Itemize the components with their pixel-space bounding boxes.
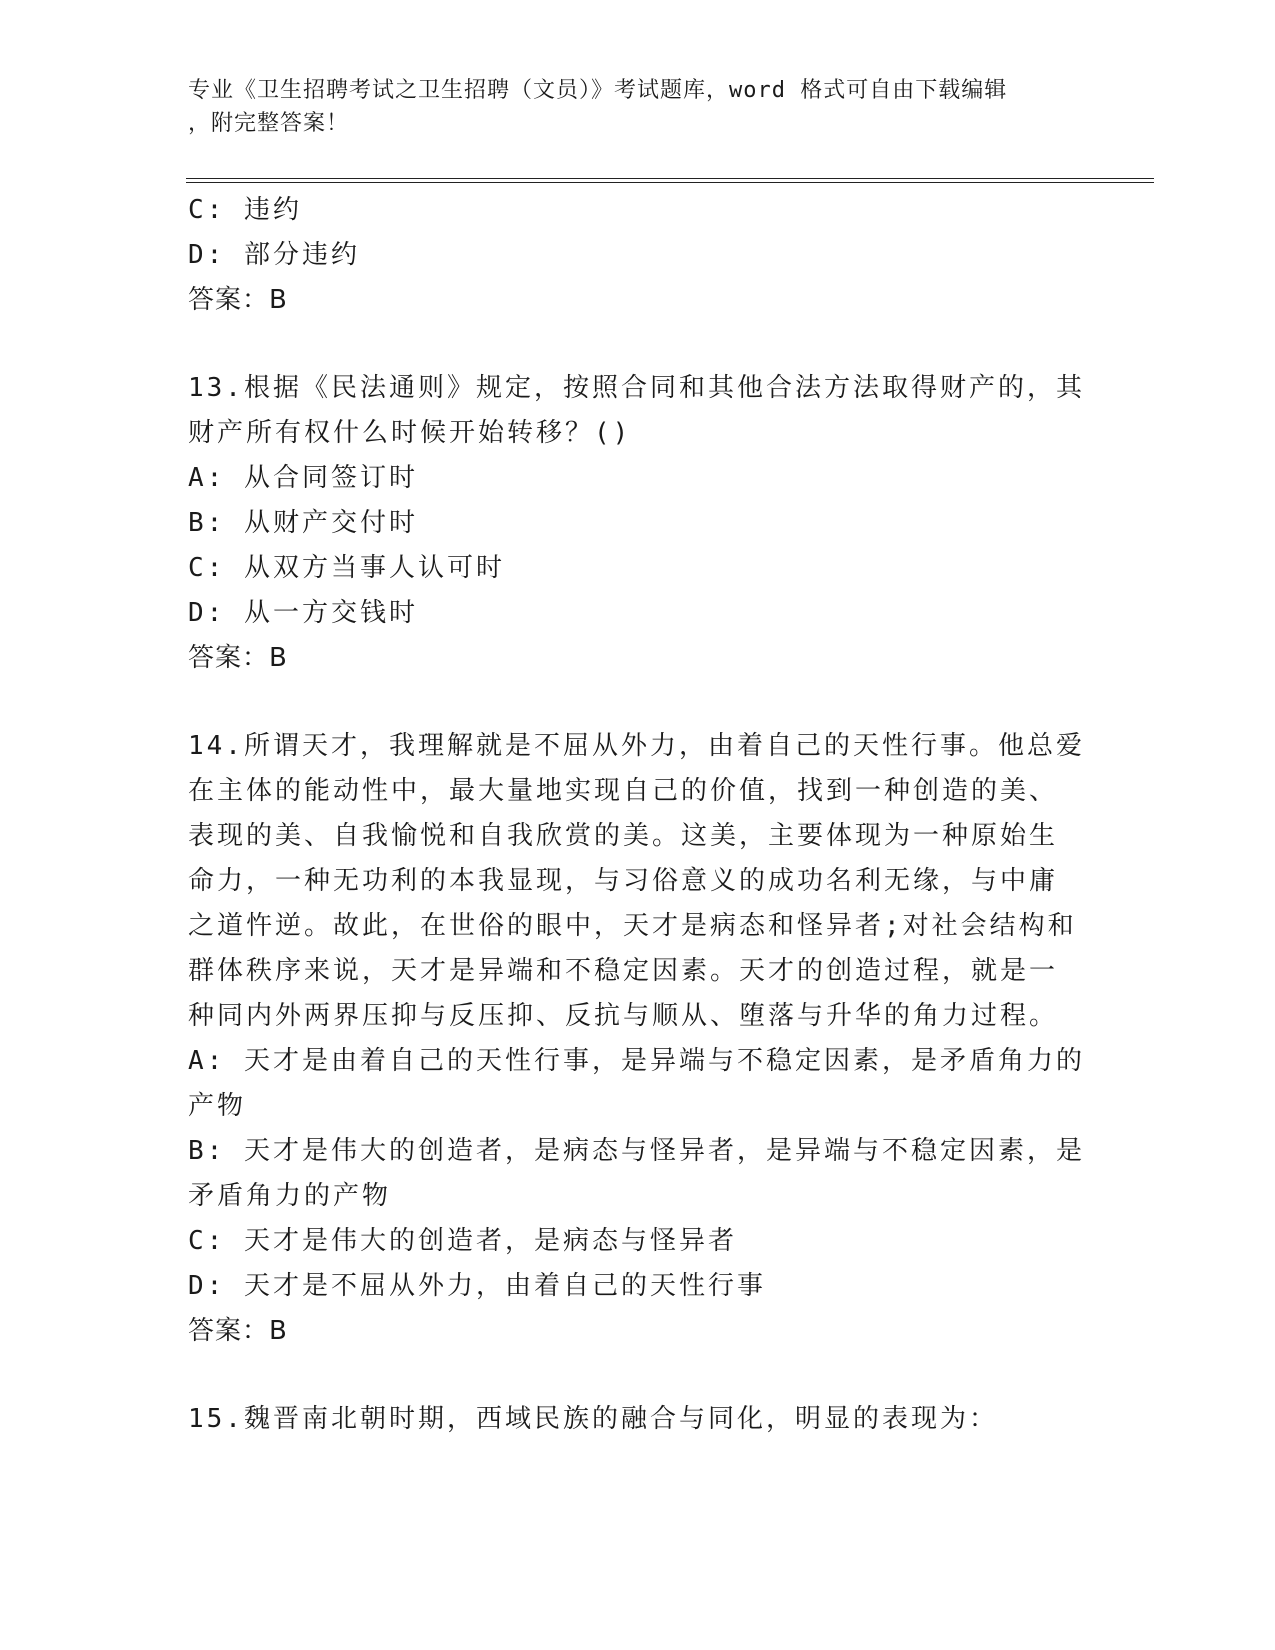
- option-b: B: 天才是伟大的创造者，是病态与怪异者，是异端与不稳定因素，是: [188, 1136, 1085, 1166]
- option-c: C: 违约: [188, 195, 302, 225]
- question-stem-line: 命力，一种无功利的本我显现，与习俗意义的成功名利无缘，与中庸: [188, 866, 1059, 896]
- header-rule-top: [186, 178, 1154, 179]
- option-a-continued: 产物: [188, 1091, 247, 1121]
- answer: 答案：B: [188, 285, 288, 315]
- question-stem-line: 13.根据《民法通则》规定，按照合同和其他合法方法取得财产的，其: [188, 373, 1085, 403]
- question-stem-line: 在主体的能动性中，最大量地实现自己的价值，找到一种创造的美、: [188, 776, 1059, 806]
- question-content: [188, 188, 1088, 1442]
- question-15: [188, 1397, 1088, 1442]
- option-b-continued: 矛盾角力的产物: [188, 1181, 392, 1211]
- option-a: A: 从合同签订时: [188, 463, 418, 493]
- option-c: C: 从双方当事人认可时: [188, 553, 505, 583]
- option-d: D: 部分违约: [188, 240, 360, 270]
- option-d: D: 从一方交钱时: [188, 598, 418, 628]
- header-rule-bottom: [186, 182, 1154, 183]
- option-d: D: 天才是不屈从外力，由着自己的天性行事: [188, 1271, 766, 1301]
- prev-question: [188, 188, 1088, 323]
- answer: 答案：B: [188, 643, 288, 673]
- option-c: C: 天才是伟大的创造者，是病态与怪异者: [188, 1226, 737, 1256]
- question-14: [188, 724, 1088, 1354]
- answer: 答案：B: [188, 1316, 288, 1346]
- question-stem-line: 表现的美、自我愉悦和自我欣赏的美。这美，主要体现为一种原始生: [188, 821, 1059, 851]
- question-stem-line: 群体秩序来说，天才是异端和不稳定因素。天才的创造过程，就是一: [188, 956, 1059, 986]
- question-stem-line: 14.所谓天才，我理解就是不屈从外力，由着自己的天性行事。他总爱: [188, 731, 1085, 761]
- header-line-2: ，附完整答案！: [188, 111, 350, 136]
- document-header: [188, 74, 1088, 140]
- question-13: [188, 366, 1088, 681]
- option-b: B: 从财产交付时: [188, 508, 418, 538]
- question-stem-line: 之道忤逆。故此，在世俗的眼中，天才是病态和怪异者;对社会结构和: [188, 911, 1077, 941]
- header-line-1: 专业《卫生招聘考试之卫生招聘（文员）》考试题库，word 格式可自由下载编辑: [188, 78, 1008, 103]
- question-stem-line: 15.魏晋南北朝时期，西域民族的融合与同化，明显的表现为：: [188, 1404, 998, 1434]
- question-stem-line: 财产所有权什么时候开始转移？(): [188, 418, 632, 448]
- question-stem-line: 种同内外两界压抑与反压抑、反抗与顺从、堕落与升华的角力过程。: [188, 1001, 1059, 1031]
- option-a: A: 天才是由着自己的天性行事，是异端与不稳定因素，是矛盾角力的: [188, 1046, 1085, 1076]
